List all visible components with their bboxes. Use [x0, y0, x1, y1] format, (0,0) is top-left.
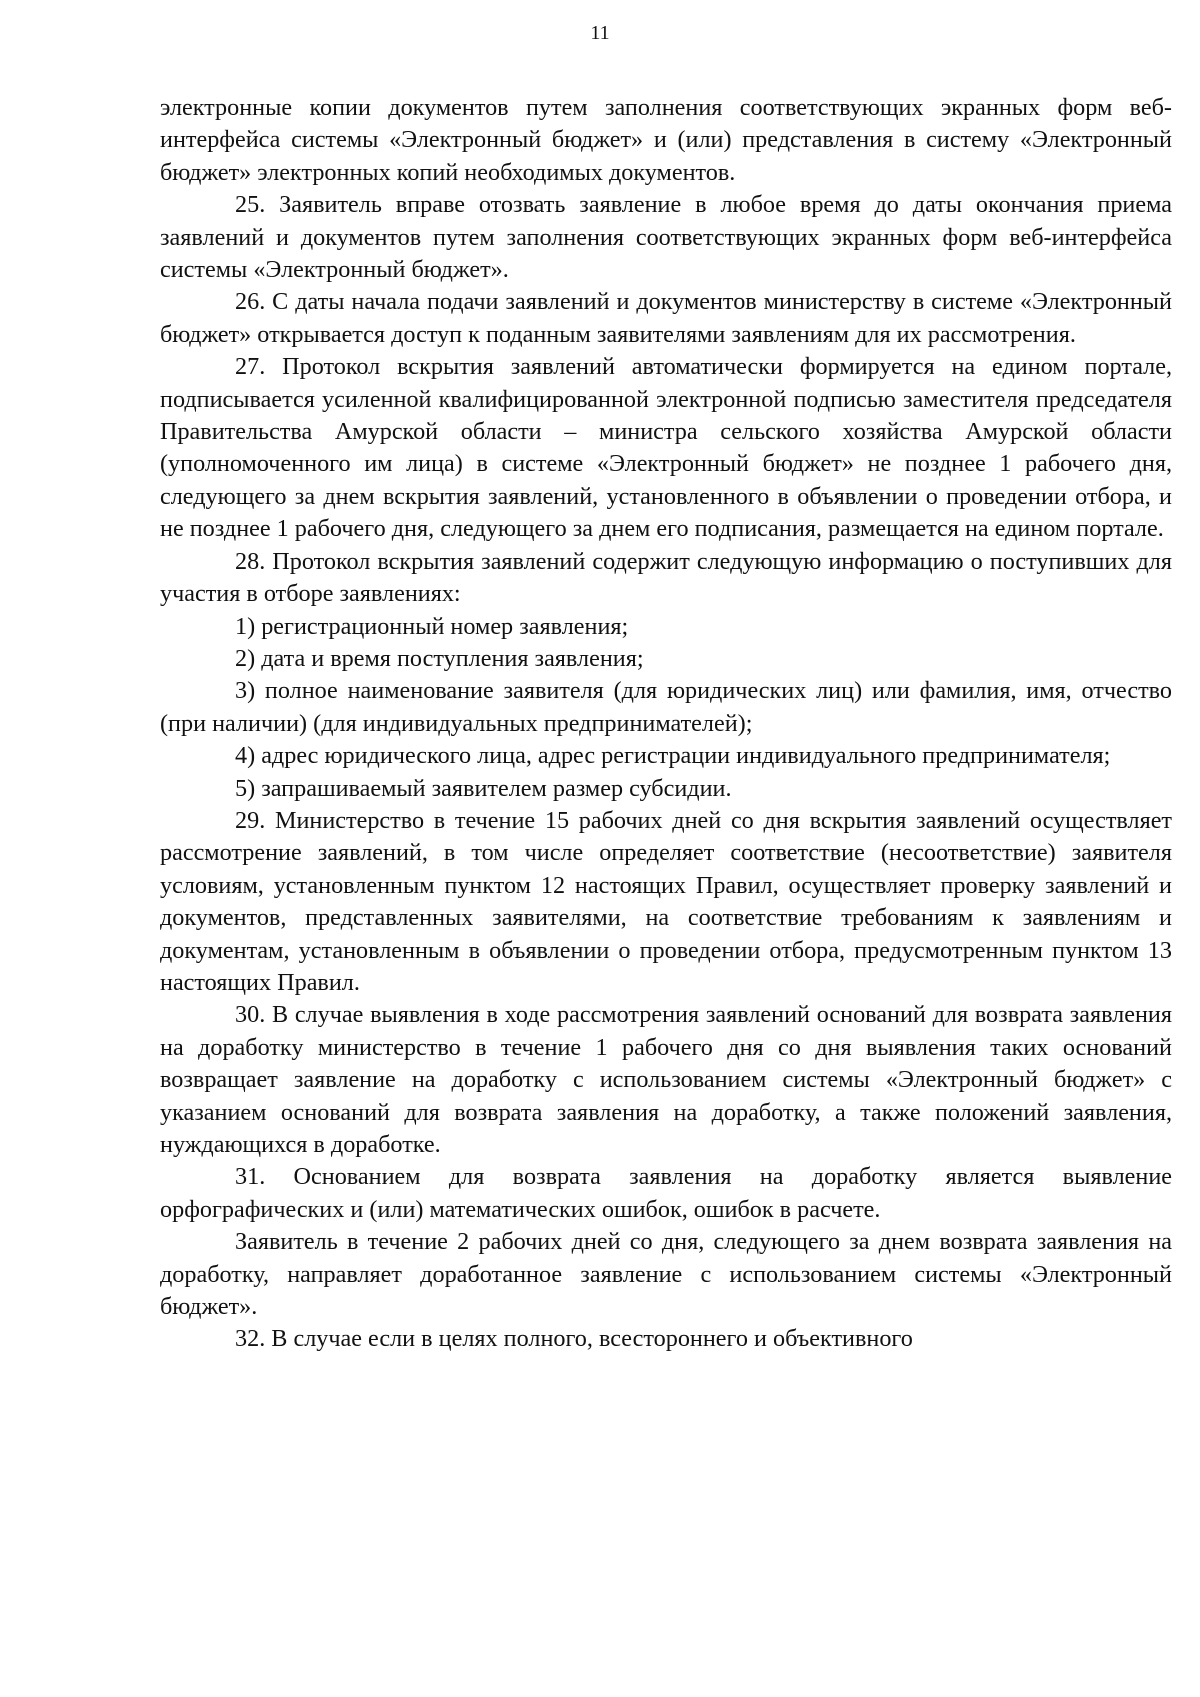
- paragraph-continuation: электронные копии документов путем заполнения соответствующих экранных форм веб-интерфейса системы «Электронный бюджет» и (или) представления в систему «Электронный бюджет» электронных копий необходимых документов.: [160, 94, 1172, 186]
- list-item-5: 5) запрашиваемый заявителем размер субсидии.: [235, 774, 732, 802]
- paragraph-31-continuation: Заявитель в течение 2 рабочих дней со дня, следующего за днем возврата заявления на доработку, направляет доработанное заявление с использованием системы «Электронный бюджет».: [160, 1228, 1172, 1321]
- list-item-3: 3) полное наименование заявителя (для юридических лиц) или фамилия, имя, отчество (при наличии) (для индивидуальных предпринимателей);: [160, 677, 1172, 737]
- list-item-1: 1) регистрационный номер заявления;: [235, 612, 629, 640]
- list-item-4: 4) адрес юридического лица, адрес регистрации индивидуального предпринимателя;: [235, 742, 1111, 770]
- page-number: 11: [590, 22, 610, 44]
- paragraph-32: 32. В случае если в целях полного, всестороннего и объективного: [235, 1325, 913, 1353]
- paragraph-25: 25. Заявитель вправе отозвать заявление в любое время до даты окончания приема заявлений и документов путем заполнения соответствующих экранных форм веб-интерфейса системы «Электронный бюджет».: [160, 191, 1172, 284]
- paragraph-30: 30. В случае выявления в ходе рассмотрения заявлений оснований для возврата заявления на доработку министерство в течение 1 рабочего дня со дня выявления таких оснований возвращает заявление на доработку с использованием системы «Электронный бюджет» с указанием оснований для возврата заявления на доработку, а также положений заявления, нуждающихся в доработке.: [160, 1001, 1172, 1158]
- paragraph-31: 31. Основанием для возврата заявления на доработку является выявление орфографических и (или) математических ошибок, ошибок в расчете.: [160, 1163, 1172, 1223]
- paragraph-28: 28. Протокол вскрытия заявлений содержит следующую информацию о поступивших для участия в отборе заявлениях:: [160, 547, 1172, 608]
- paragraph-26: 26. С даты начала подачи заявлений и документов министерству в системе «Электронный бюджет» открывается доступ к поданным заявителями заявлениям для их рассмотрения.: [160, 288, 1172, 348]
- document-body: [160, 92, 1172, 1356]
- paragraph-29: 29. Министерство в течение 15 рабочих дней со дня вскрытия заявлений осуществляет рассмотрение заявлений, в том числе определяет соответствие (несоответствие) заявителя условиям, установленным пунктом 12 настоящих Правил, осуществляет проверку заявлений и документов, представленных заявителями, на соответствие требованиям к заявлениям и документам, установленным в объявлении о проведении отбора, предусмотренным пунктом 13 настоящих Правил.: [160, 806, 1172, 996]
- paragraph-27: 27. Протокол вскрытия заявлений автоматически формируется на едином портале, подписывается усиленной квалифицированной электронной подписью заместителя председателя Правительства Амурской области – министра сельского хозяйства Амурской области (уполномоченного им лица) в системе «Электронный бюджет» не позднее 1 рабочего дня, следующего за днем вскрытия заявлений, установленного в объявлении о проведении отбора, и не позднее 1 рабочего дня, следующего за днем его подписания, размещается на едином портале.: [160, 353, 1172, 543]
- list-item-2: 2) дата и время поступления заявления;: [235, 644, 644, 672]
